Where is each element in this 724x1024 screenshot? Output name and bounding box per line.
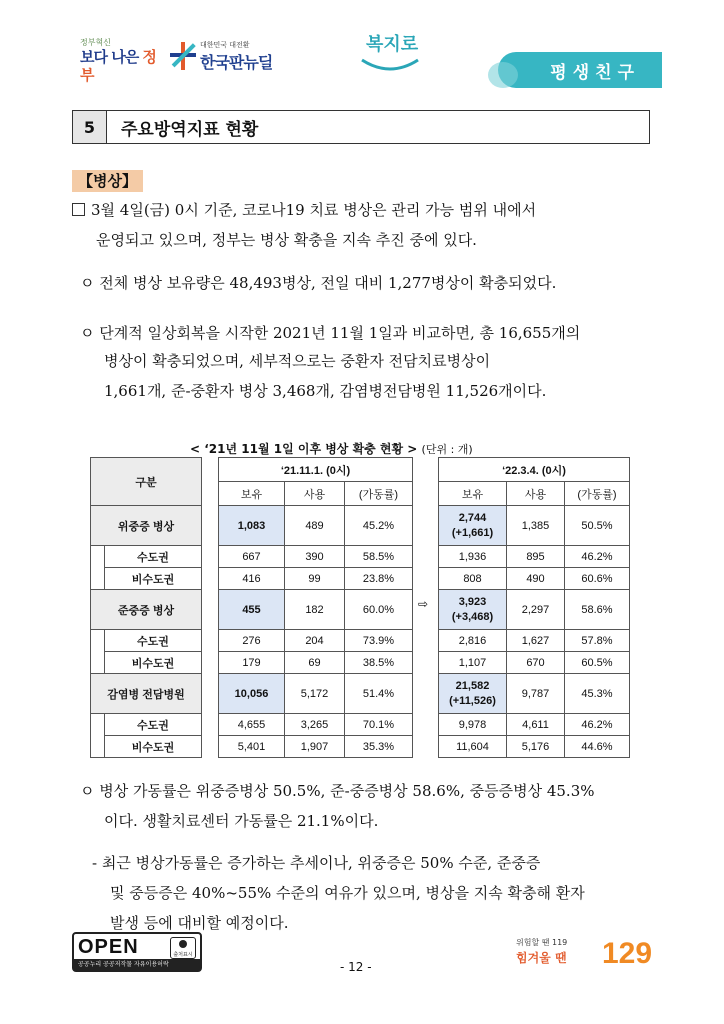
detail-line-3: 발생 등에 대비할 예정이다. <box>110 914 289 932</box>
table-cell: 1,385 <box>507 506 565 546</box>
table-cell: 99 <box>285 568 345 590</box>
table-cell: 390 <box>285 546 345 568</box>
table-cell: 204 <box>285 630 345 652</box>
table-cell: 45.2% <box>345 506 413 546</box>
table-cell: 60.5% <box>565 652 630 674</box>
table-cell: 58.6% <box>565 590 630 630</box>
row-label: 수도권 <box>105 714 202 736</box>
row-label: 위중증 병상 <box>91 506 202 546</box>
hotline-number: 129 <box>602 937 653 970</box>
table-cell: 808 <box>439 568 507 590</box>
row-label: 비수도권 <box>105 652 202 674</box>
row-label: 비수도권 <box>105 568 202 590</box>
logo3-text: 복지로 <box>366 34 419 55</box>
column-group-header: 구분 <box>91 458 202 506</box>
attribution-person-icon: 출처표시 <box>170 937 196 959</box>
new-deal-star-icon <box>170 42 196 70</box>
table-cell: 276 <box>219 630 285 652</box>
detail-line-2: 및 중등증은 40%~55% 수준의 여유가 있으며, 병상을 지속 확충해 환자 <box>110 884 585 902</box>
col-header-hold: 보유 <box>439 482 507 506</box>
beds-tag: 【병상】 <box>72 170 143 192</box>
table-cell: 1,627 <box>507 630 565 652</box>
table-cell: 895 <box>507 546 565 568</box>
section-number: 5 <box>73 111 107 143</box>
row-label: 수도권 <box>105 546 202 568</box>
table-cell: 21,582 (+11,526) <box>439 674 507 714</box>
table-cell: 10,056 <box>219 674 285 714</box>
table-cell: 5,401 <box>219 736 285 758</box>
table-cell: 45.3% <box>565 674 630 714</box>
korean-new-deal-logo <box>170 40 290 80</box>
logo1-small-text: 정부혁신 <box>80 38 111 47</box>
section-title: 주요방역지표 현황 <box>121 119 259 140</box>
table-cell: 11,604 <box>439 736 507 758</box>
col-header-use: 사용 <box>507 482 565 506</box>
table-cell: 179 <box>219 652 285 674</box>
table-cell: 51.4% <box>345 674 413 714</box>
table-cell: 35.3% <box>345 736 413 758</box>
period-2022-table <box>438 457 630 758</box>
bullet-occupancy-line-1: ㅇ 병상 가동률은 위중증병상 50.5%, 준-중증병상 58.6%, 중등증병상 45.3% <box>80 782 595 800</box>
table-cell: 416 <box>219 568 285 590</box>
smile-swoosh-icon <box>360 56 420 76</box>
table-cell: 23.8% <box>345 568 413 590</box>
table-cell: 38.5% <box>345 652 413 674</box>
table-cell: 1,936 <box>439 546 507 568</box>
table-cell: 57.8% <box>565 630 630 652</box>
table-cell: 2,744 (+1,661) <box>439 506 507 546</box>
bullet-total-beds: ㅇ 전체 병상 보유량은 48,493병상, 전일 대비 1,277병상이 확충되었다. <box>80 274 557 292</box>
row-label-table <box>90 457 202 758</box>
col-header-rate: (가동률) <box>345 482 413 506</box>
intro-line-1: 3월 4일(금) 0시 기준, 코로나19 치료 병상은 관리 가능 범위 내에서 <box>72 195 536 225</box>
kogl-open-license-badge <box>72 932 202 972</box>
section-heading <box>72 110 650 144</box>
table-cell: 1,107 <box>439 652 507 674</box>
bullet-comparison-line-2: 병상이 확충되었으며, 세부적으로는 중환자 전담치료병상이 <box>104 352 491 370</box>
table-cell: 1,083 <box>219 506 285 546</box>
table-cell: 46.2% <box>565 546 630 568</box>
bullet-comparison-line-3: 1,661개, 준-중환자 병상 3,468개, 감염병전담병원 11,526개이다. <box>104 382 547 400</box>
period-2021-table <box>218 457 413 758</box>
right-arrow-icon: ⇨ <box>418 597 429 611</box>
table-cell: 489 <box>285 506 345 546</box>
logo1-text-a: 보다 나은 <box>80 48 143 66</box>
table-cell: 46.2% <box>565 714 630 736</box>
banner-text: 평생친구 <box>550 63 640 83</box>
row-label: 준중증 병상 <box>91 590 202 630</box>
hotline-label: 힘겨울 땐 <box>516 951 567 965</box>
logo2-small-text: 대한민국 대전환 <box>200 41 250 49</box>
row-label: 감염병 전담병원 <box>91 674 202 714</box>
government-innovation-logo <box>80 38 162 84</box>
row-label: 수도권 <box>105 630 202 652</box>
detail-line-1: - 최근 병상가동률은 증가하는 추세이나, 위중증은 50% 수준, 준중증 <box>92 854 541 872</box>
col-header-use: 사용 <box>285 482 345 506</box>
period-header: ‘21.11.1. (0시) <box>219 458 413 482</box>
bokjiro-logo <box>356 30 428 80</box>
hotline-small-text: 위험할 땐 119 <box>516 938 568 947</box>
row-label: 비수도권 <box>105 736 202 758</box>
table-cell: 2,816 <box>439 630 507 652</box>
table-cell: 60.6% <box>565 568 630 590</box>
table-cell: 50.5% <box>565 506 630 546</box>
page-number: - 12 - <box>340 960 372 974</box>
table-cell: 5,172 <box>285 674 345 714</box>
table-cell: 455 <box>219 590 285 630</box>
table-cell: 9,787 <box>507 674 565 714</box>
lifelong-friend-banner <box>498 52 662 88</box>
table-cell: 5,176 <box>507 736 565 758</box>
table-cell: 1,907 <box>285 736 345 758</box>
table-cell: 4,655 <box>219 714 285 736</box>
period-header: ‘22.3.4. (0시) <box>439 458 630 482</box>
checkbox-square-icon <box>72 203 85 216</box>
table-cell: 667 <box>219 546 285 568</box>
page-header <box>0 0 724 100</box>
open-license-bar: 공공누리 공공저작물 자유이용허락 <box>74 959 200 970</box>
table-caption: < ‘21년 11월 1일 이후 병상 확충 현황 > (단위 : 개) <box>190 442 473 456</box>
logo2-text: 한국판뉴딜 <box>200 53 273 72</box>
intro-line-2: 운영되고 있으며, 정부는 병상 확충을 지속 추진 중에 있다. <box>96 231 477 249</box>
table-cell: 44.6% <box>565 736 630 758</box>
table-cell: 69 <box>285 652 345 674</box>
table-cell: 70.1% <box>345 714 413 736</box>
table-cell: 9,978 <box>439 714 507 736</box>
table-cell: 4,611 <box>507 714 565 736</box>
table-cell: 2,297 <box>507 590 565 630</box>
table-cell: 73.9% <box>345 630 413 652</box>
table-cell: 58.5% <box>345 546 413 568</box>
bullet-comparison-line-1: ㅇ 단계적 일상회복을 시작한 2021년 11월 1일과 비교하면, 총 16,655개의 <box>80 324 581 342</box>
table-cell: 182 <box>285 590 345 630</box>
table-cell: 3,265 <box>285 714 345 736</box>
table-cell: 490 <box>507 568 565 590</box>
open-text: OPEN <box>78 936 139 958</box>
logo1-text-b: 정부 <box>80 48 156 84</box>
table-cell: 3,923 (+3,468) <box>439 590 507 630</box>
table-cell: 670 <box>507 652 565 674</box>
table-cell: 60.0% <box>345 590 413 630</box>
hotline-129-logo <box>516 935 666 977</box>
bullet-occupancy-line-2: 이다. 생활치료센터 가동률은 21.1%이다. <box>104 812 379 830</box>
col-header-rate: (가동률) <box>565 482 630 506</box>
col-header-hold: 보유 <box>219 482 285 506</box>
